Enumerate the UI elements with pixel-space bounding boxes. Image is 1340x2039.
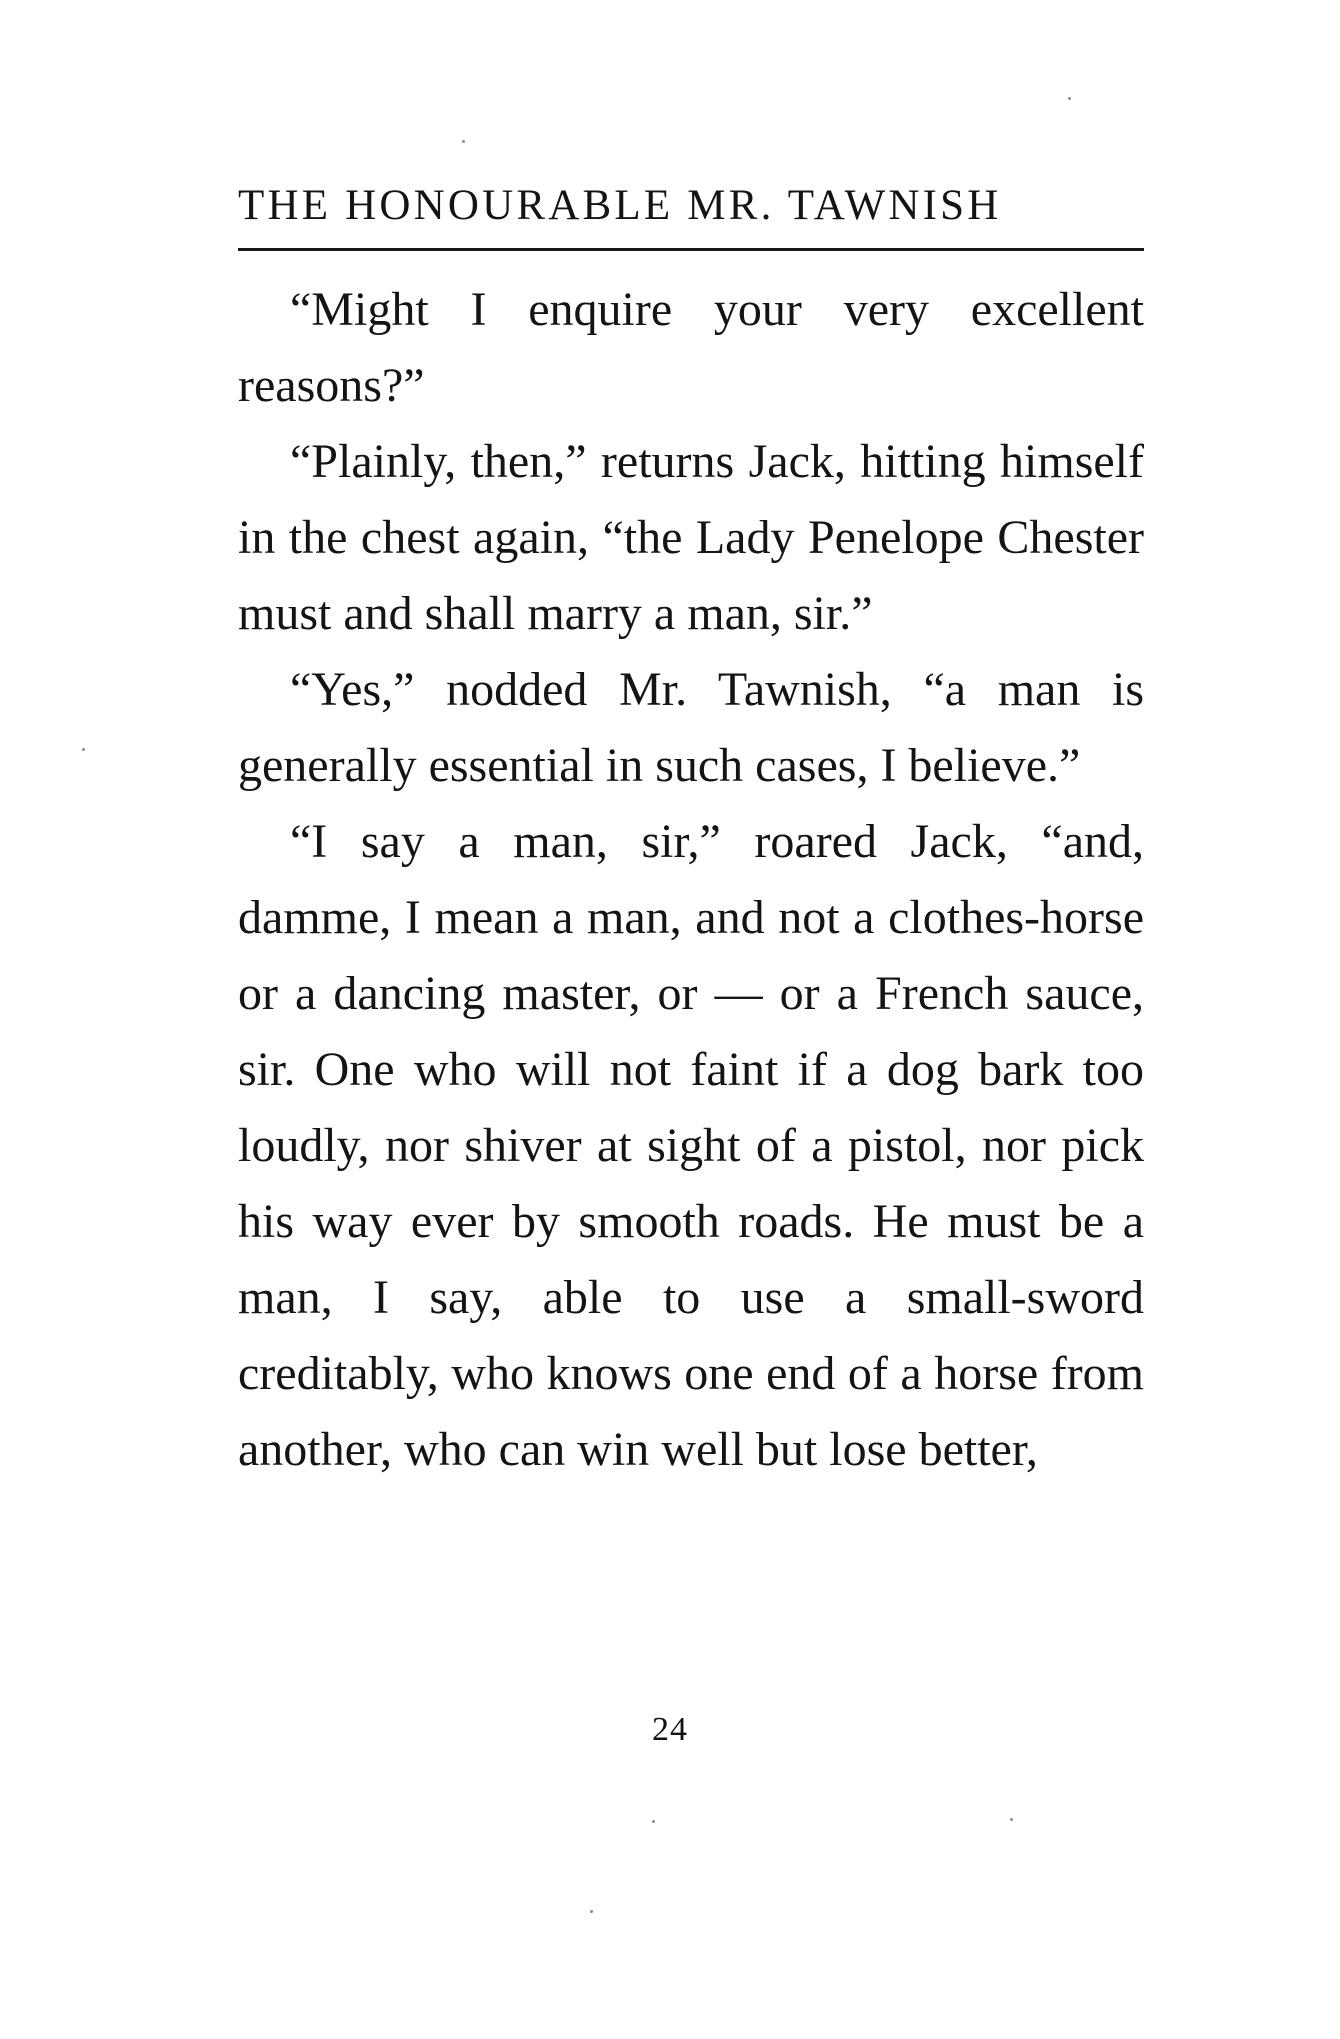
paragraph-1: “Might I enquire your very excellent reasons?” <box>238 283 1144 412</box>
header-rule <box>238 248 1144 251</box>
running-head: THE HONOURABLE MR. TAWNISH <box>238 182 1002 229</box>
paragraph-3: “Yes,” nodded Mr. Tawnish, “a man is generally essential in such cases, I believe.” <box>238 663 1144 792</box>
paper-speck <box>1068 97 1071 100</box>
paragraph-2: “Plainly, then,” returns Jack, hitting himself in the chest again, “the Lady Penelope Chester must and shall marry a man, sir.” <box>238 435 1144 640</box>
page-number: 24 <box>652 1711 688 1748</box>
paper-speck <box>652 1820 655 1823</box>
paper-speck <box>82 748 85 751</box>
paper-speck <box>1010 1818 1013 1821</box>
paper-speck <box>590 1910 593 1913</box>
body-text <box>238 272 1144 1488</box>
paragraph-4: “I say a man, sir,” roared Jack, “and, damme, I mean a man, and not a clothes-horse or a dancing master, or — or a French sauce, sir. One who will not faint if a dog bark too loudly, nor shiver at sight of a pistol, nor pick his way ever by smooth roads. He must be a man, I say, able to use a small-sword creditably, who knows one end of a horse from another, who can win well but lose better, <box>238 815 1144 1476</box>
paper-speck <box>462 140 465 143</box>
